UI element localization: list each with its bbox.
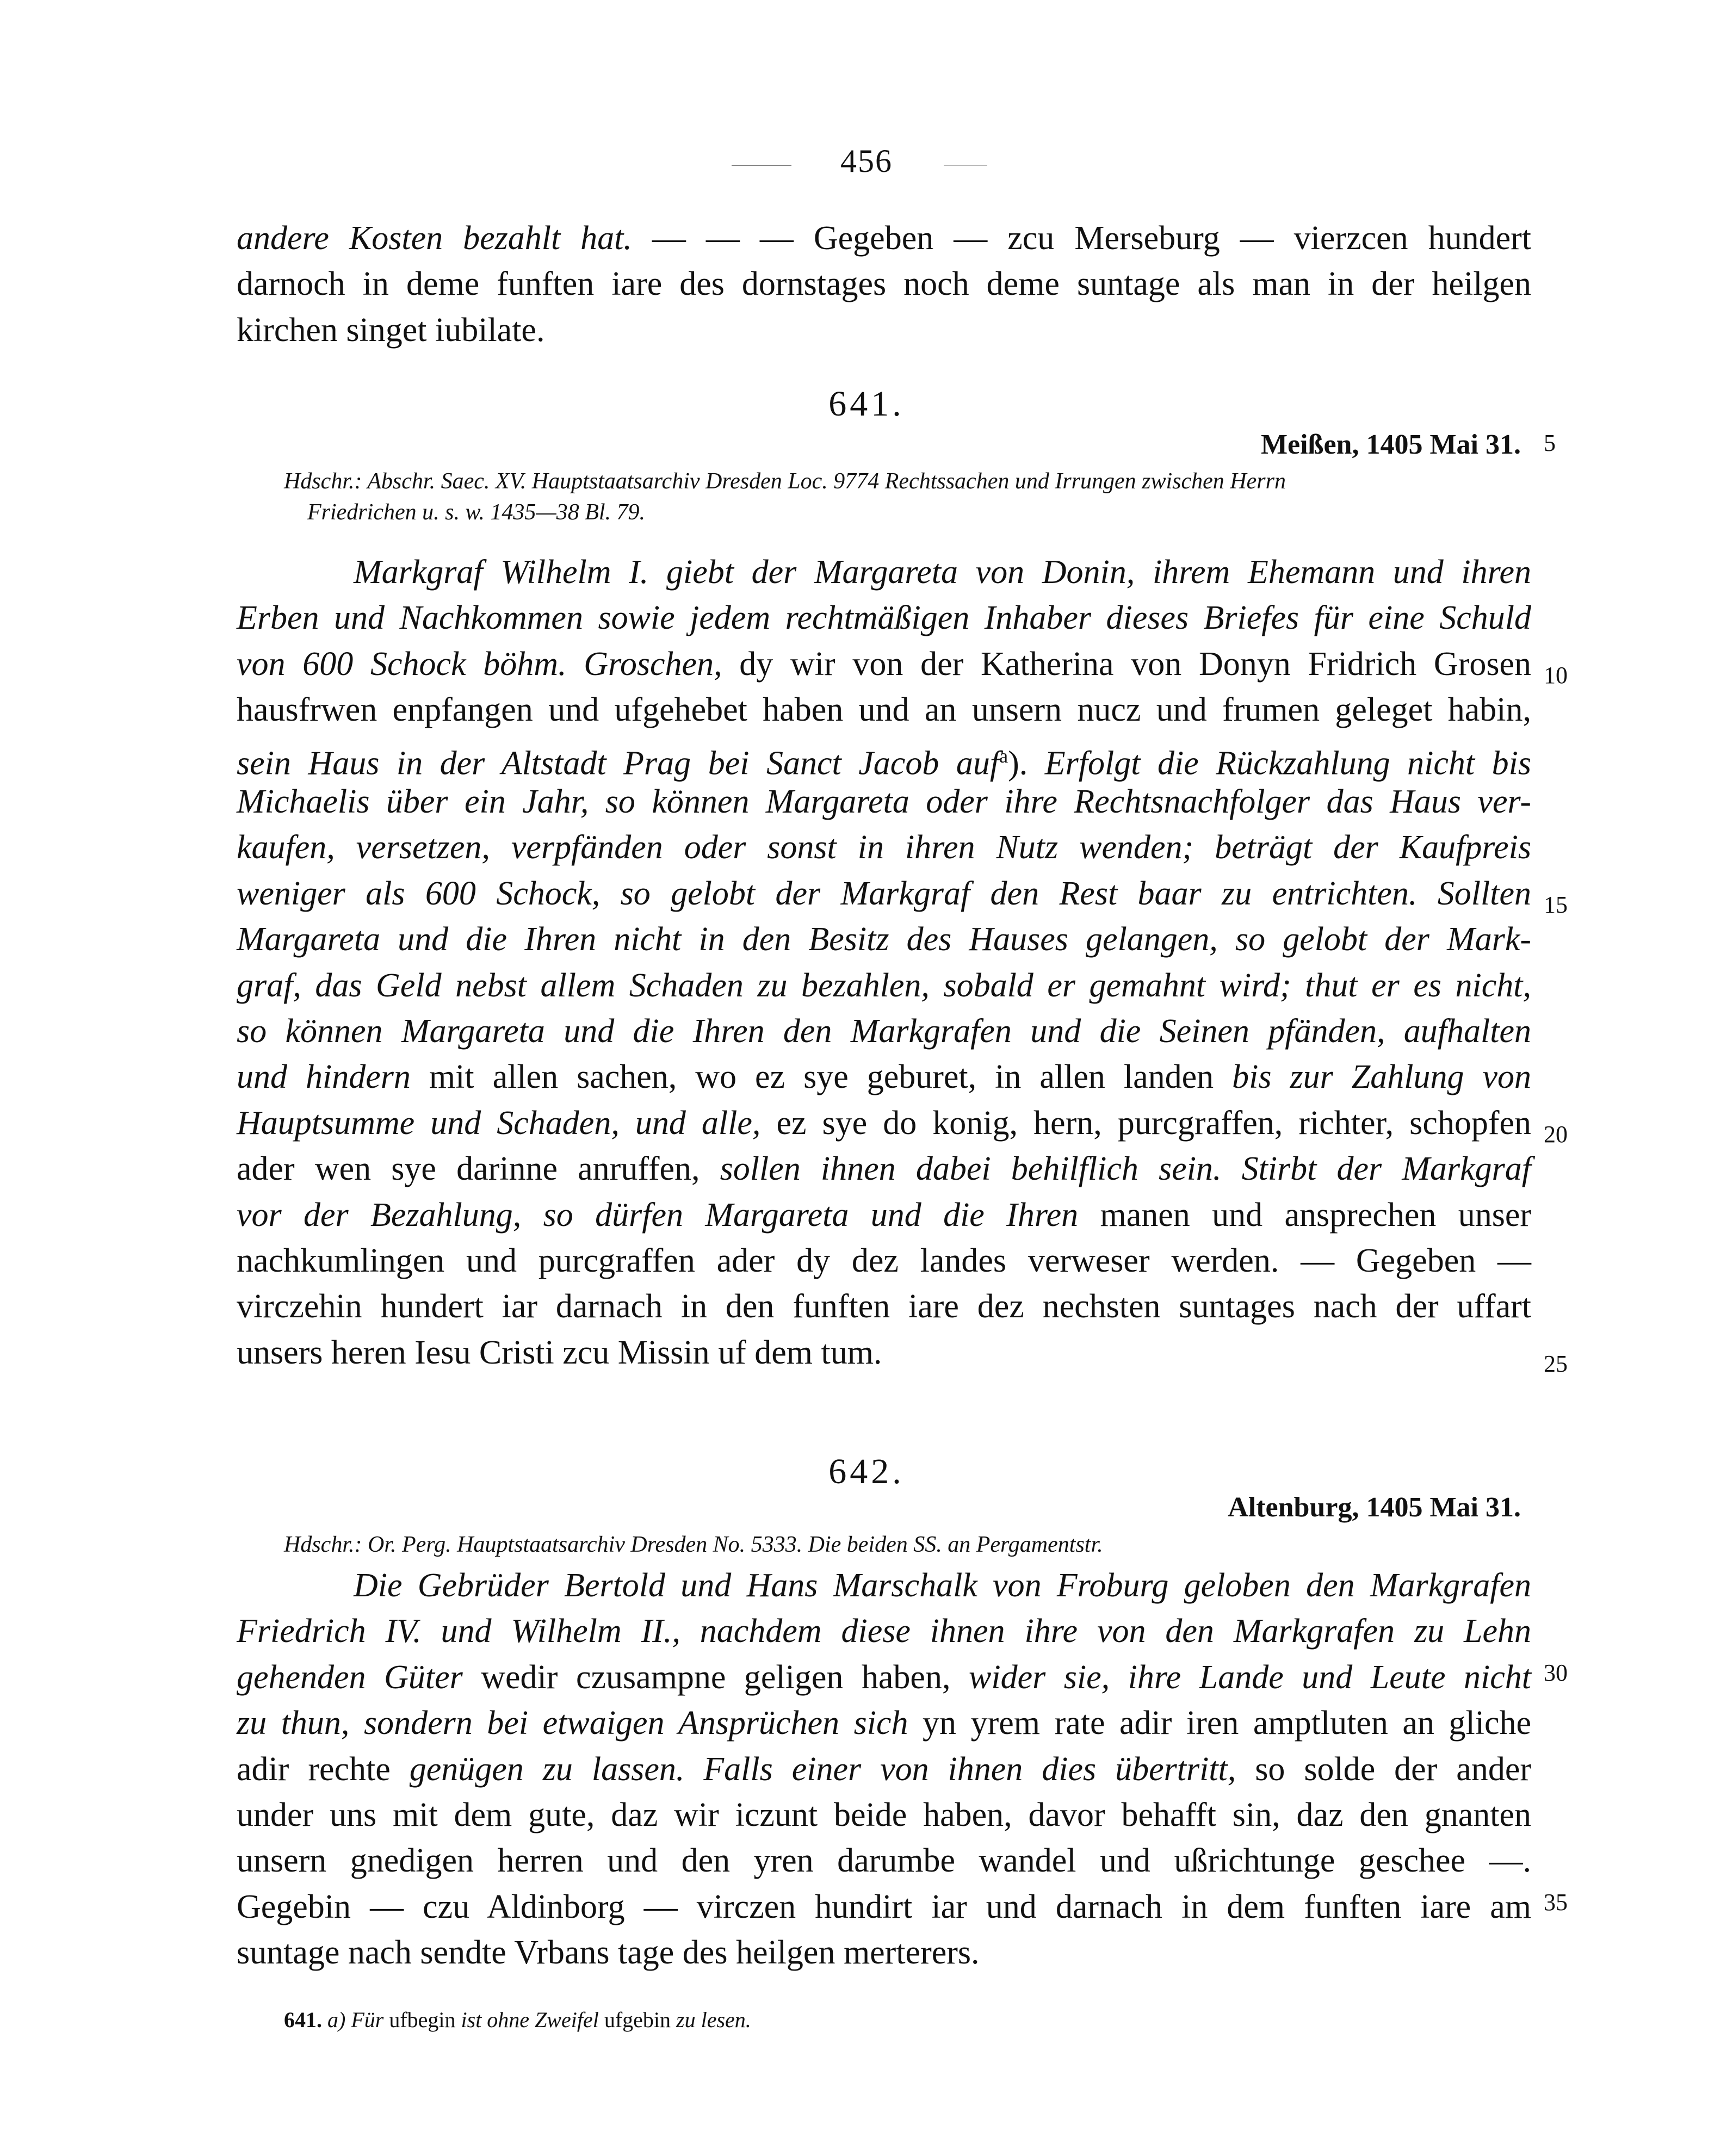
text-line	[237, 872, 1531, 915]
text-line	[237, 1009, 1531, 1053]
text-segment: bis zur Zahlung von	[1232, 1058, 1531, 1096]
text-segment: adir rechte	[237, 1750, 410, 1788]
text-segment: Erfolgt die Rückzahlung nicht bis	[1044, 745, 1531, 782]
text-line	[237, 1931, 1531, 1974]
doc-642-source: Hdschr.: Or. Perg. Hauptstaatsarchiv Dresden No. 5333. Die beiden SS. an Pergamentstr.	[284, 1532, 1103, 1557]
text-line	[237, 596, 1531, 640]
text-line	[237, 262, 1531, 306]
header-rule-right	[944, 165, 987, 166]
text-segment: ).	[1008, 745, 1045, 782]
text-segment: darnoch in deme funften iare des dornstages noch deme suntage als man in der heilgen	[237, 265, 1531, 303]
footnote-text-a: Für	[351, 2008, 384, 2032]
text-line	[237, 1748, 1531, 1791]
text-line	[237, 826, 1531, 869]
text-segment: weniger als 600 Schock, so gelobt der Markgraf den Rest baar zu entrichten. Sollten	[237, 875, 1531, 912]
text-line	[237, 780, 1531, 823]
footnote-text-e: zu lesen.	[676, 2008, 751, 2032]
text-segment: und hindern	[237, 1058, 411, 1096]
text-segment: sollen ihnen dabei behilflich sein. Stirbt der Markgraf	[720, 1150, 1531, 1188]
line-number: 20	[1544, 1121, 1568, 1148]
footnote-text-c: ist ohne Zweifel	[461, 2008, 599, 2032]
text-line	[237, 642, 1531, 686]
text-line	[237, 1331, 1531, 1374]
text-segment: gehenden Güter	[237, 1658, 463, 1696]
footnote-marker: a)	[327, 2008, 346, 2032]
text-segment: wedir czusampne geligen haben,	[462, 1658, 969, 1696]
doc-641-source-line-2: Friedrichen u. s. w. 1435—38 Bl. 79.	[307, 500, 646, 525]
text-line	[237, 1656, 1531, 1699]
footnote	[284, 2007, 751, 2033]
text-line	[237, 308, 1531, 352]
text-segment: a	[999, 745, 1008, 767]
text-line	[237, 734, 1531, 785]
line-number: 30	[1544, 1659, 1568, 1686]
text-segment: so können Margareta und die Ihren den Markgrafen und die Seinen pfänden, aufhalten	[237, 1013, 1531, 1050]
text-segment: Friedrich IV. und Wilhelm II., nachdem diese ihnen ihre von den Markgrafen zu Lehn	[237, 1613, 1531, 1650]
text-segment: Markgraf Wilhelm I. giebt der Margareta von Donin, ihrem Ehemann und ihren	[354, 554, 1531, 591]
text-segment: ez sye do konig, hern, purcgraffen, richter, schopfen	[760, 1104, 1531, 1142]
text-line	[237, 1609, 1531, 1653]
text-segment: — — — Gegeben — zcu Merseburg — vierzcen hundert	[632, 220, 1532, 257]
text-segment: Die Gebrüder Bertold und Hans Marschalk von Froburg geloben den Markgrafen	[354, 1567, 1531, 1604]
doc-641-date: Meißen, 1405 Mai 31.	[1260, 429, 1521, 460]
text-line	[237, 918, 1531, 961]
text-segment: andere Kosten bezahlt hat.	[237, 220, 632, 257]
text-segment: sein Haus in der Altstadt Prag bei Sanct Jacob auf	[237, 745, 1000, 782]
text-segment: Hauptsumme und Schaden, und alle,	[237, 1104, 761, 1142]
text-line	[237, 1147, 1531, 1191]
doc-641-number: 641.	[828, 384, 905, 424]
text-line	[354, 1564, 1531, 1607]
text-line	[237, 1193, 1531, 1237]
text-segment: Erben und Nachkommen sowie jedem rechtmäßigen Inhaber dieses Briefes für eine Schuld	[237, 599, 1531, 637]
text-line	[237, 964, 1531, 1007]
text-segment: nachkumlingen und purcgraffen ader dy dez landes verweser werden. — Gegeben —	[237, 1242, 1531, 1279]
text-line	[237, 1885, 1531, 1929]
line-number: 15	[1544, 891, 1568, 918]
text-line	[237, 1239, 1531, 1283]
text-line	[237, 1055, 1531, 1099]
text-segment: zu thun, sondern bei etwaigen Ansprüchen sich	[237, 1705, 908, 1742]
doc-642-date: Altenburg, 1405 Mai 31.	[1228, 1492, 1521, 1523]
text-segment: suntage nach sendte Vrbans tage des heilgen merterers.	[237, 1934, 980, 1972]
footnote-ref: 641.	[284, 2008, 322, 2032]
text-segment: yn yrem rate adir iren amptluten an gliche	[908, 1705, 1532, 1742]
text-line	[237, 1701, 1531, 1745]
text-segment: ader wen sye darinne anruffen,	[237, 1150, 720, 1188]
text-segment: Margareta und die Ihren nicht in den Besitz des Hauses gelangen, so gelobt der Mark-	[237, 921, 1531, 958]
text-segment: dy wir von der Katherina von Donyn Fridrich Grosen	[722, 645, 1531, 683]
line-number: 25	[1544, 1350, 1568, 1377]
text-line	[237, 1285, 1531, 1328]
page-number: 456	[840, 143, 893, 179]
text-line	[237, 1101, 1531, 1145]
line-number: 5	[1544, 430, 1556, 456]
footnote-text-d: ufgebin	[604, 2008, 671, 2032]
text-line	[237, 1839, 1531, 1882]
text-segment: Gegebin — czu Aldinborg — virczen hundirt iar und darnach in dem funften iare am	[237, 1888, 1531, 1925]
text-segment: vor der Bezahlung, so dürfen Margareta und die Ihren	[237, 1196, 1079, 1234]
text-line	[354, 550, 1531, 594]
line-number: 10	[1544, 662, 1568, 689]
doc-642-number: 642.	[828, 1452, 905, 1491]
text-segment: unsern gnedigen herren und den yren darumbe wandel und ußrichtunge geschee —.	[237, 1842, 1531, 1880]
text-segment: unsers heren Iesu Cristi zcu Missin uf dem tum.	[237, 1334, 882, 1371]
doc-641-source-line-1: Hdschr.: Abschr. Saec. XV. Hauptstaatsarchiv Dresden Loc. 9774 Rechtssachen und Irrungen zwischen Herrn	[284, 469, 1286, 494]
text-segment: kirchen singet iubilate.	[237, 311, 545, 349]
text-line	[237, 688, 1531, 732]
text-segment: under uns mit dem gute, daz wir iczunt beide haben, davor behafft sin, daz den gnanten	[237, 1796, 1531, 1833]
text-segment: Michaelis über ein Jahr, so können Margareta oder ihre Rechtsnachfolger das Haus ver-	[237, 783, 1531, 820]
text-line	[237, 216, 1531, 260]
line-number: 35	[1544, 1889, 1568, 1916]
text-segment: genügen zu lassen. Falls einer von ihnen dies übertritt,	[409, 1750, 1236, 1788]
text-segment: mit allen sachen, wo ez sye geburet, in allen landen	[410, 1058, 1233, 1096]
text-segment: kaufen, versetzen, verpfänden oder sonst in ihren Nutz wenden; beträgt der Kaufpreis	[237, 829, 1531, 866]
text-segment: so solde der ander	[1236, 1750, 1531, 1788]
text-segment: graf, das Geld nebst allem Schaden zu bezahlen, sobald er gemahnt wird; thut er es nicht,	[237, 967, 1531, 1004]
footnote-text-b: ufbegin	[389, 2008, 456, 2032]
text-segment: manen und ansprechen unser	[1078, 1196, 1531, 1234]
text-segment: wider sie, ihre Lande und Leute nicht	[968, 1658, 1532, 1696]
text-line	[237, 1793, 1531, 1837]
text-segment: von 600 Schock böhm. Groschen,	[237, 645, 722, 683]
text-segment: hausfrwen enpfangen und ufgehebet haben und an unsern nucz und frumen geleget habin,	[237, 691, 1531, 729]
text-segment: virczehin hundert iar darnach in den funften iare dez nechsten suntages nach der uffart	[237, 1288, 1531, 1325]
